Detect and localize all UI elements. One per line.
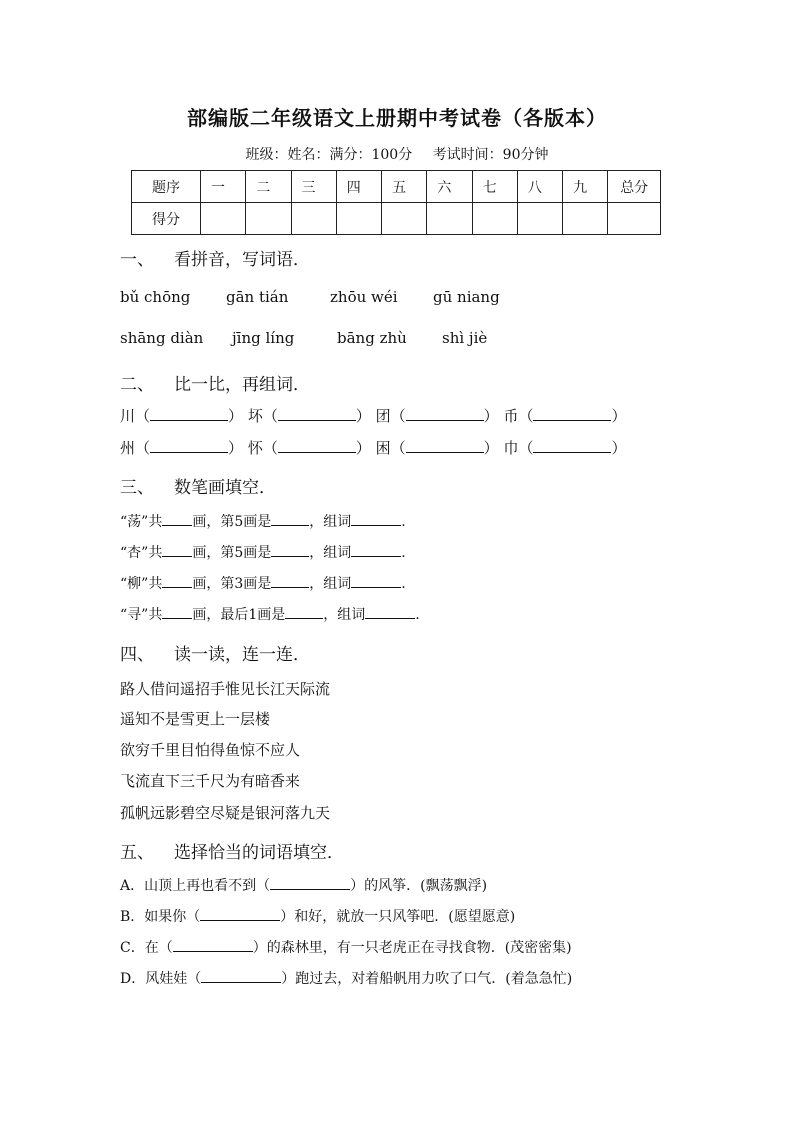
section-title: 比一比，再组词． <box>174 375 310 395</box>
score-label: 得分 <box>132 203 201 235</box>
stroke-text: ，组词 <box>309 545 352 561</box>
header-cell: 总分 <box>608 171 661 203</box>
stroke-char: “寻”共 <box>120 607 163 623</box>
header-cell: 四 <box>336 171 381 203</box>
section-5-heading <box>120 838 344 863</box>
poem-line: 遥知不是雪更上一层楼 <box>120 710 271 728</box>
section-3-heading <box>120 473 276 498</box>
choice-text: ）的风筝．(飘荡飘浮) <box>350 878 488 894</box>
section-title: 数笔画填空． <box>174 478 276 498</box>
answer-blank[interactable] <box>406 438 484 453</box>
poem-line: 孤帆远影碧空尽疑是银河落九天 <box>120 804 331 822</box>
pinyin-item: shì jiè <box>442 329 488 347</box>
section-title: 看拼音，写词语． <box>174 250 310 270</box>
answer-blank[interactable] <box>201 968 281 983</box>
pinyin-item: gū niang <box>433 288 500 306</box>
stroke-line: “杏”共 画，第5画是 ，组词 . <box>120 542 406 562</box>
compare-row-1: 川（ ） 坏（ ） 团（ ） 币（ ） <box>120 407 627 425</box>
choice-text: B．如果你（ <box>120 909 201 925</box>
stroke-text: ，组词 <box>309 576 352 592</box>
score-cell[interactable] <box>427 203 472 235</box>
char-item: 团 <box>375 407 391 425</box>
pinyin-item: gān tián <box>226 288 289 306</box>
header-cell: 二 <box>246 171 291 203</box>
header-cell: 题序 <box>132 171 201 203</box>
answer-blank[interactable] <box>271 573 309 588</box>
answer-blank[interactable] <box>270 875 350 890</box>
stroke-text: 画，第5画是 <box>192 545 272 561</box>
header-cell: 九 <box>563 171 608 203</box>
pinyin-item: jīng líng <box>232 329 295 347</box>
section-2-heading <box>120 370 310 395</box>
section-title: 选择恰当的词语填空． <box>174 843 344 863</box>
header-cell: 五 <box>382 171 427 203</box>
answer-blank[interactable] <box>351 542 401 557</box>
char-item: 币 <box>503 407 519 425</box>
stroke-text: ，组词 <box>323 607 366 623</box>
score-header-row <box>132 171 661 203</box>
header-cell: 七 <box>472 171 517 203</box>
poem-line: 欲穷千里目怕得鱼惊不应人 <box>120 741 301 759</box>
header-cell: 八 <box>517 171 562 203</box>
section-1-heading <box>120 245 310 270</box>
choice-text: ）和好，就放一只风筝吧．(愿望愿意) <box>280 909 516 925</box>
info-right: 考试时间：90分钟 <box>432 147 549 163</box>
score-cell[interactable] <box>382 203 427 235</box>
section-title: 读一读，连一连． <box>174 645 310 665</box>
answer-blank[interactable] <box>173 937 253 952</box>
page-title: 部编版二年级语文上册期中考试卷（各版本） <box>187 106 607 130</box>
poem-line: 路人借问遥招手惟见长江天际流 <box>120 680 331 698</box>
answer-blank[interactable] <box>150 406 228 421</box>
answer-blank[interactable] <box>271 542 309 557</box>
header-cell: 一 <box>201 171 246 203</box>
score-cell[interactable] <box>291 203 336 235</box>
section-number: 一、 <box>120 250 154 270</box>
score-cell[interactable] <box>472 203 517 235</box>
answer-blank[interactable] <box>271 511 309 526</box>
answer-blank[interactable] <box>351 511 401 526</box>
answer-blank[interactable] <box>162 542 192 557</box>
answer-blank[interactable] <box>150 438 228 453</box>
pinyin-item: zhōu wéi <box>330 288 398 306</box>
answer-blank[interactable] <box>200 906 280 921</box>
choice-text: A．山顶上再也看不到（ <box>120 878 271 894</box>
choice-item <box>120 937 572 957</box>
score-cell[interactable] <box>608 203 661 235</box>
char-item: 州 <box>120 439 136 457</box>
stroke-line: “荡”共 画，第5画是 ，组词 . <box>120 511 406 531</box>
section-number: 五、 <box>120 843 154 863</box>
score-cell[interactable] <box>201 203 246 235</box>
stroke-line: “寻”共 画，最后1画是 ，组词 . <box>120 604 420 624</box>
score-row <box>132 203 661 235</box>
answer-blank[interactable] <box>162 573 192 588</box>
answer-blank[interactable] <box>162 604 192 619</box>
pinyin-item: bāng zhù <box>337 329 407 347</box>
stroke-line: “柳”共 画，第3画是 ，组词 . <box>120 573 406 593</box>
choice-text: D．风娃娃（ <box>120 971 202 987</box>
section-number: 二、 <box>120 375 154 395</box>
answer-blank[interactable] <box>533 406 611 421</box>
stroke-text: 画，第5画是 <box>192 514 272 530</box>
header-cell: 六 <box>427 171 472 203</box>
stroke-text: ，组词 <box>309 514 352 530</box>
answer-blank[interactable] <box>278 438 356 453</box>
answer-blank[interactable] <box>533 438 611 453</box>
choice-text: ）跑过去，对着船帆用力吹了口气．(着急急忙) <box>281 971 573 987</box>
choice-item <box>120 968 572 988</box>
score-cell[interactable] <box>336 203 381 235</box>
choice-item <box>120 875 487 895</box>
choice-text: C．在（ <box>120 940 173 956</box>
answer-blank[interactable] <box>285 604 323 619</box>
stroke-text: 画，第3画是 <box>192 576 272 592</box>
section-number: 三、 <box>120 478 154 498</box>
pinyin-item: bǔ chōng <box>120 288 191 306</box>
compare-row-2: 州（ ） 怀（ ） 困（ ） 巾（ ） <box>120 439 627 457</box>
info-left: 班级：姓名：满分：100分 <box>245 147 413 163</box>
score-cell[interactable] <box>517 203 562 235</box>
char-item: 怀 <box>247 439 263 457</box>
answer-blank[interactable] <box>365 604 415 619</box>
answer-blank[interactable] <box>278 406 356 421</box>
exam-info <box>0 144 794 164</box>
char-item: 坏 <box>247 407 263 425</box>
poem-line: 飞流直下三千尺为有暗香来 <box>120 772 301 790</box>
answer-blank[interactable] <box>351 573 401 588</box>
char-item: 困 <box>375 439 391 457</box>
stroke-char: “荡”共 <box>120 514 163 530</box>
stroke-char: “杏”共 <box>120 545 163 561</box>
answer-blank[interactable] <box>406 406 484 421</box>
stroke-char: “柳”共 <box>120 576 163 592</box>
choice-text: ）的森林里，有一只老虎正在寻找食物．(茂密密集) <box>252 940 572 956</box>
char-item: 巾 <box>503 439 519 457</box>
answer-blank[interactable] <box>162 511 192 526</box>
section-4-heading <box>120 640 310 665</box>
score-table <box>131 170 661 235</box>
char-item: 川 <box>120 407 136 425</box>
score-cell[interactable] <box>563 203 608 235</box>
pinyin-item: shāng diàn <box>120 329 204 347</box>
choice-item <box>120 906 515 926</box>
stroke-text: 画，最后1画是 <box>192 607 286 623</box>
header-cell: 三 <box>291 171 336 203</box>
section-number: 四、 <box>120 645 154 665</box>
score-cell[interactable] <box>246 203 291 235</box>
